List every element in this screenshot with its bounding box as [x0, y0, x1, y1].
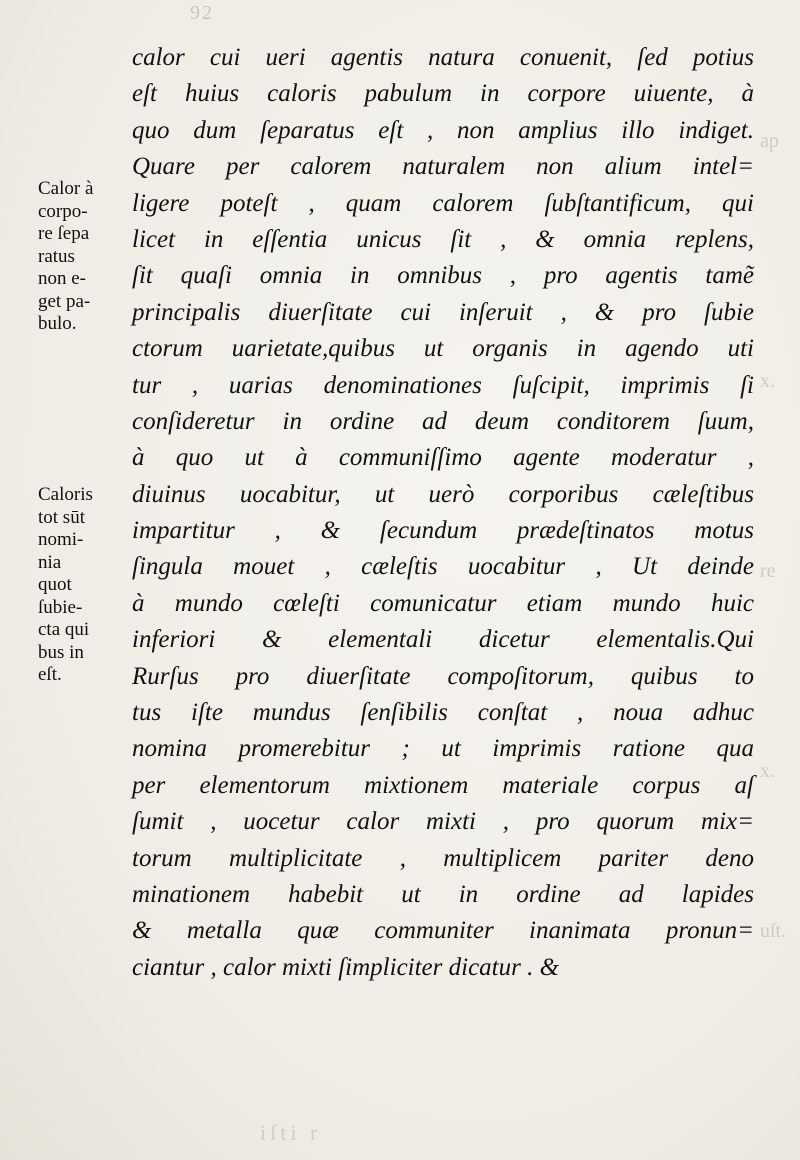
text-line: ligere poteſt , quam calorem ſubſtantificum, qui [132, 189, 754, 217]
text-line: ſumit , uocetur calor mixti , pro quorum mix= [132, 808, 754, 836]
text-line: impartitur , & ſecundum prædeſtinatos motus [132, 517, 754, 545]
text-line: calor cui ueri agentis natura conuenit, ſed potius [132, 44, 754, 71]
margin-note-line: eſt. [38, 664, 62, 685]
margin-note-line: tot sūt [38, 506, 85, 528]
text-line: minationem habebit ut in ordine ad lapides [132, 880, 754, 908]
text-line: à quo ut à communiſſimo agente moderatur , [132, 444, 754, 472]
margin-note-caloris-nomina [38, 484, 132, 687]
text-line: à mundo cœleſti comunicatur etiam mundo huic [132, 589, 754, 617]
bleed-through-right: x. [760, 760, 775, 782]
text-line: ſingula mouet , cæleſtis uocabitur , Ut deinde [132, 553, 754, 581]
margin-note-line: quot [38, 574, 72, 595]
bleed-through-right: uſt. [760, 920, 787, 942]
bleed-through-top: 92 [190, 2, 214, 24]
text-line: inferiori & elementali dicetur elementalis.Qui [132, 626, 754, 654]
bleed-through-right: ap [760, 130, 779, 152]
margin-note-line: Caloris [38, 484, 93, 505]
margin-note-line: nomi- [38, 529, 84, 550]
text-line: licet in eſſentia unicus ſit , & omnia replens, [132, 225, 754, 253]
text-line: torum multiplicitate , multiplicem pariter deno [132, 844, 754, 872]
margin-note-line: bus in [38, 641, 84, 663]
margin-note-line: get pa- [38, 290, 91, 312]
margin-note-line: re ſepa [38, 223, 90, 244]
text-line: eſt huius caloris pabulum in corpore uiuente, à [132, 80, 754, 108]
main-text-block [132, 40, 754, 986]
text-line: per elementorum mixtionem materiale corpus aſ [132, 771, 754, 799]
text-line: Rurſus pro diuerſitate compoſitorum, quibus to [132, 662, 754, 690]
margin-note-line: ſubie- [38, 596, 83, 618]
text-line: Quare per calorem naturalem non alium intel= [132, 153, 754, 181]
text-line: tus iſte mundus ſenſibilis conſtat , noua adhuc [132, 699, 754, 727]
margin-note-line: bulo. [38, 313, 77, 334]
bleed-through-right: re [760, 560, 776, 582]
margin-note-calor-separatus [38, 178, 132, 336]
text-line: tur , uarias denominationes ſuſcipit, imprimis ſi [132, 371, 754, 399]
bleed-through-bottom: iſti r [260, 1120, 322, 1145]
text-line: nomina promerebitur ; ut imprimis ratione qua [132, 735, 754, 763]
text-line: quo dum ſeparatus eſt , non amplius illo indiget. [132, 116, 754, 144]
margin-note-line: ratus [38, 245, 75, 267]
text-line: & metalla quæ communiter inanimata pronun= [132, 917, 754, 945]
text-line: principalis diuerſitate cui inſeruit , & pro ſubie [132, 298, 754, 326]
text-line: ciantur , calor mixti ſimpliciter dicatur . & [132, 953, 560, 981]
margin-note-line: corpo- [38, 200, 88, 222]
bleed-through-right: x. [760, 370, 775, 392]
margin-note-line: non e- [38, 268, 87, 289]
text-line: ſit quaſi omnia in omnibus , pro agentis tamẽ [132, 262, 754, 290]
margin-note-line: nia [38, 551, 62, 573]
text-line: diuinus uocabitur, ut uerò corporibus cæleſtibus [132, 480, 754, 508]
margin-note-line: cta qui [38, 619, 90, 640]
text-line: conſideretur in ordine ad deum conditorem ſuum, [132, 407, 754, 435]
margin-note-line: Calor à [38, 178, 94, 199]
text-line: ctorum uarietate,quibus ut organis in agendo uti [132, 335, 754, 363]
